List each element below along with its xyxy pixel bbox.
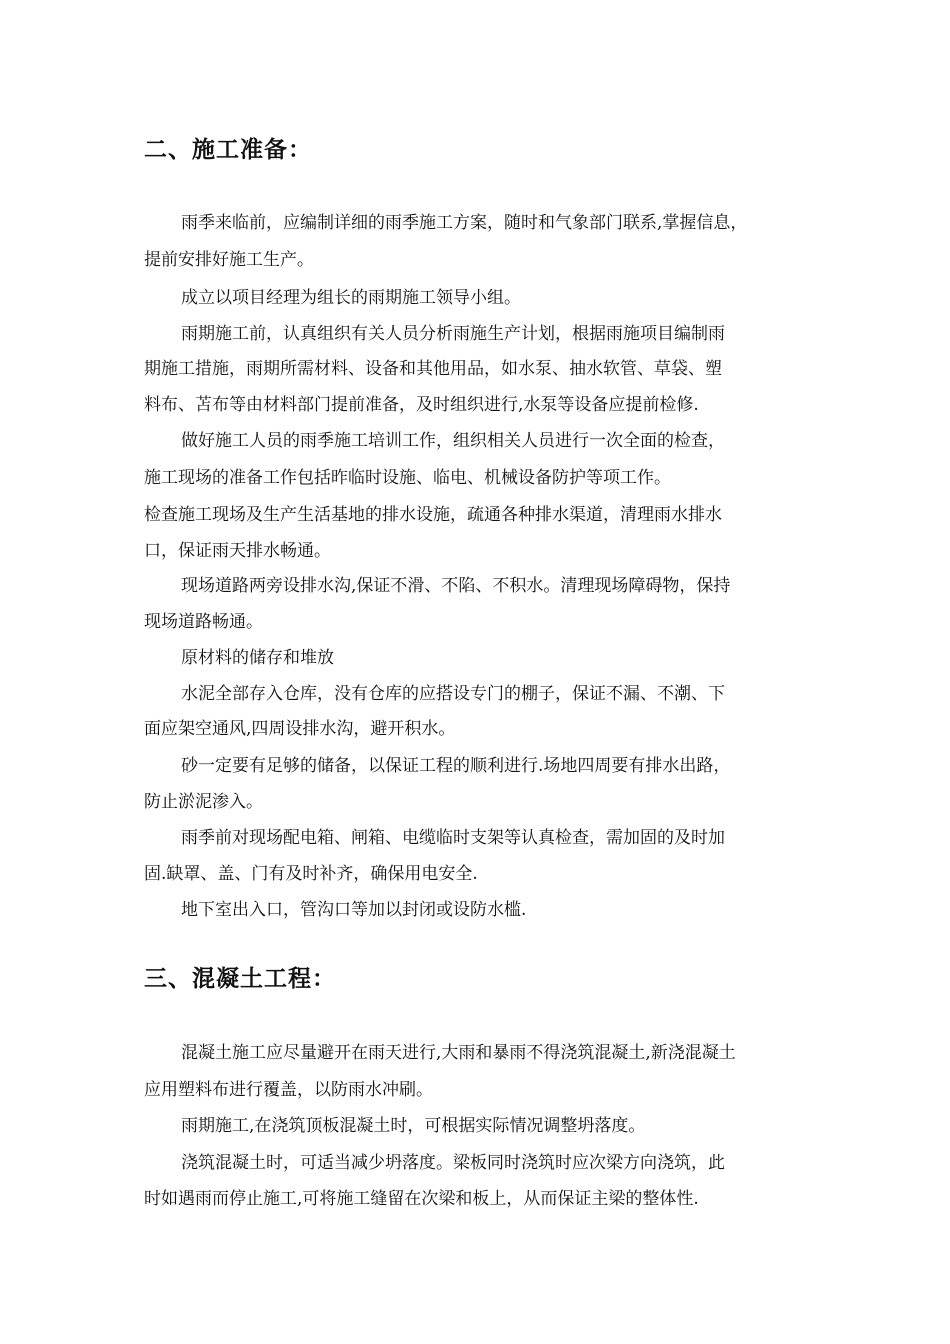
paragraph-line: 浇筑混凝土时，可适当减少坍落度。梁板同时浇筑时应次梁方向浇筑，此 [181, 1153, 725, 1173]
paragraph-line: 提前安排好施工生产。 [144, 250, 314, 270]
paragraph-line: 料布、苫布等由材料部门提前准备，及时组织进行,水泵等设备应提前检修. [144, 395, 699, 415]
paragraph-line: 雨季前对现场配电箱、闸箱、电缆临时支架等认真检查，需加固的及时加 [181, 828, 725, 848]
paragraph-line: 应用塑料布进行覆盖，以防雨水冲刷。 [144, 1080, 433, 1100]
paragraph-line: 成立以项目经理为组长的雨期施工领导小组。 [181, 288, 521, 308]
paragraph-line: 防止淤泥渗入。 [144, 792, 263, 812]
paragraph-line: 固.缺罩、盖、门有及时补齐，确保用电安全. [144, 864, 478, 884]
section-heading-preparation: 二、施工准备： [144, 137, 312, 163]
paragraph-line: 检查施工现场及生产生活基地的排水设施，疏通各种排水渠道，清理雨水排水 [144, 505, 722, 525]
paragraph-line: 现场道路两旁设排水沟,保证不滑、不陷、不积水。清理现场障碍物，保持 [181, 576, 731, 596]
paragraph-line: 雨期施工前，认真组织有关人员分析雨施生产计划，根据雨施项目编制雨 [181, 324, 725, 344]
section-heading-concrete: 三、混凝土工程： [144, 966, 336, 992]
paragraph-line: 施工现场的准备工作包括昨临时设施、临电、机械设备防护等项工作。 [144, 468, 671, 488]
paragraph-line: 雨期施工,在浇筑顶板混凝土时，可根据实际情况调整坍落度。 [181, 1116, 646, 1136]
paragraph-line: 水泥全部存入仓库，没有仓库的应搭设专门的棚子，保证不漏、不潮、下 [181, 684, 725, 704]
paragraph-line: 地下室出入口，管沟口等加以封闭或设防水槛. [181, 900, 527, 920]
paragraph-line: 做好施工人员的雨季施工培训工作，组织相关人员进行一次全面的检查， [181, 431, 725, 451]
paragraph-line: 面应架空通风,四周设排水沟，避开积水。 [144, 719, 456, 739]
paragraph-line: 口，保证雨天排水畅通。 [144, 541, 331, 561]
paragraph-line: 雨季来临前，应编制详细的雨季施工方案，随时和气象部门联系,掌握信息， [181, 213, 748, 233]
paragraph-line: 原材料的储存和堆放 [181, 648, 334, 668]
paragraph-line: 现场道路畅通。 [144, 612, 263, 632]
paragraph-line: 砂一定要有足够的储备，以保证工程的顺利进行.场地四周要有排水出路， [181, 756, 731, 776]
paragraph-line: 混凝土施工应尽量避开在雨天进行,大雨和暴雨不得浇筑混凝土,新浇混凝土 [181, 1043, 736, 1063]
paragraph-line: 期施工措施，雨期所需材料、设备和其他用品，如水泵、抽水软管、草袋、塑 [144, 359, 722, 379]
paragraph-line: 时如遇雨而停止施工,可将施工缝留在次梁和板上，从而保证主梁的整体性. [144, 1189, 699, 1209]
